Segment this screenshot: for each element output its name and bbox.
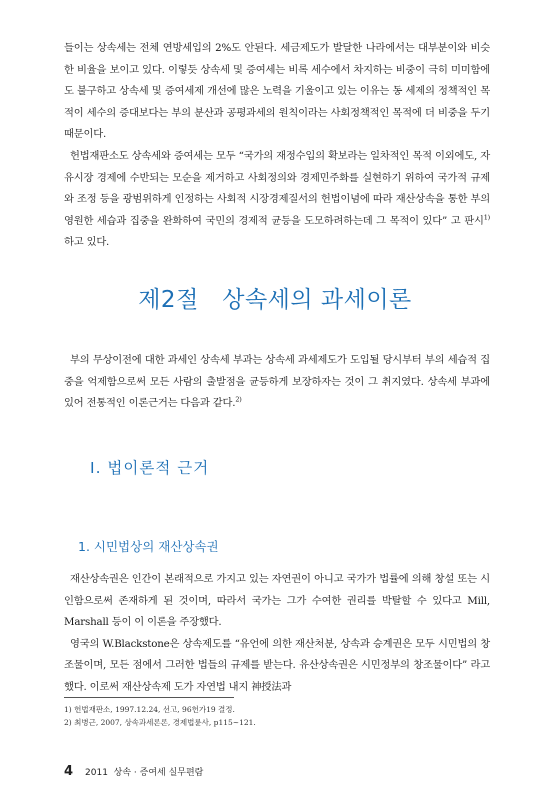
book-title: 2011 상속 · 증여세 실무편람 [85, 768, 204, 778]
page-number: 4 [64, 764, 74, 779]
subsection-title: 1. 시민법상의 재산상속권 [78, 539, 219, 554]
chapter-intro-paragraph-text: 부의 무상이전에 대한 과세인 상속세 부과는 상속세 과세제도가 도입될 당시부터 부의 세습적 집중을 억제함으로써 모든 사람의 출발점을 균등하게 보장하자는 것이 그 취지였다. 상속세 부과에 있어 전통적인 이론근거는 다음과 같다. [64, 354, 490, 410]
chapter-title: 제2절 상속세의 과세이론 [138, 287, 412, 313]
chapter-intro-text [64, 350, 490, 415]
chapter-intro-paragraph [64, 350, 490, 415]
intro-paragraph-1: 들이는 상속세는 전체 연방세입의 2%도 안된다. 세금제도가 발달한 나라에서는 대부분이와 비슷한 비율을 보이고 있다. 이렇듯 상속세 및 증여세는 비록 세수에서 차지하는 비중이 극히 미미함에도 불구하고 상속세 및 증여세제 개선에 많은 노력을 기울이고 있는 이유는 동 세제의 정책적인 목적이 세수의 증대보다는 부의 분산과 공평과세의 원칙이라는 사회정책적인 목적에 더 비중을 두기 때문이다. [64, 42, 490, 141]
intro-paragraph-2 [64, 146, 490, 254]
footnote-divider [64, 697, 234, 698]
footnote-1: 1) 헌법재판소, 1997.12.24, 선고, 96헌가19 결정. [64, 705, 235, 714]
body-paragraph-2: 영국의 W.Blackstone은 상속제도를 “유언에 의한 재산처분, 상속과 승계권은 모두 시민법의 창조물이며, 모든 점에서 그러한 법들의 규제를 받는다. 유산상속권은 시민정부의 창조물이다” 라고 했다. 이로써 재산상속제 도가 자연법 내지 神授法과 [64, 637, 490, 693]
body-paragraph-1: 재산상속권은 인간이 본래적으로 가지고 있는 자연권이 아니고 국가가 법률에 의해 창설 또는 시인함으로써 존재하게 된 것이며, 따라서 국가는 그가 수여한 권리를 박탈할 수 있다고 Mill, Marshall 등이 이 이론을 주장했다. [64, 573, 490, 629]
page-footer [64, 764, 203, 779]
footnote-2: 2) 최병근, 2007, 상속과세론론, 경제법륜사, p115~121. [64, 718, 256, 727]
footnote-ref-1: 1) [483, 213, 490, 222]
intro-paragraph-2-tail: 하고 있다. [64, 236, 110, 249]
intro-paragraph-2-text: 헌법재판소도 상속세와 증여세는 모두 “국가의 재정수입의 확보라는 일차적인 목적 이외에도, 자유시장 경제에 수반되는 모순을 제거하고 사회정의와 경제민주화를 실현하기 위하여 국가적 규제와 조정 등을 광범위하게 인정하는 사회적 시장경제질서의 헌법이념에 따라 재산상속을 통한 부의 영원한 세습과 집중을 완화하여 국민의 경제적 균등을 도모하려하는데 그 목적이 있다” 고 판시 [64, 149, 490, 227]
footnotes [64, 703, 490, 729]
section-title: Ⅰ. 법이론적 근거 [90, 459, 210, 477]
body-text [64, 569, 490, 699]
footnote-ref-2: 2) [235, 395, 242, 404]
intro-text [64, 38, 490, 254]
